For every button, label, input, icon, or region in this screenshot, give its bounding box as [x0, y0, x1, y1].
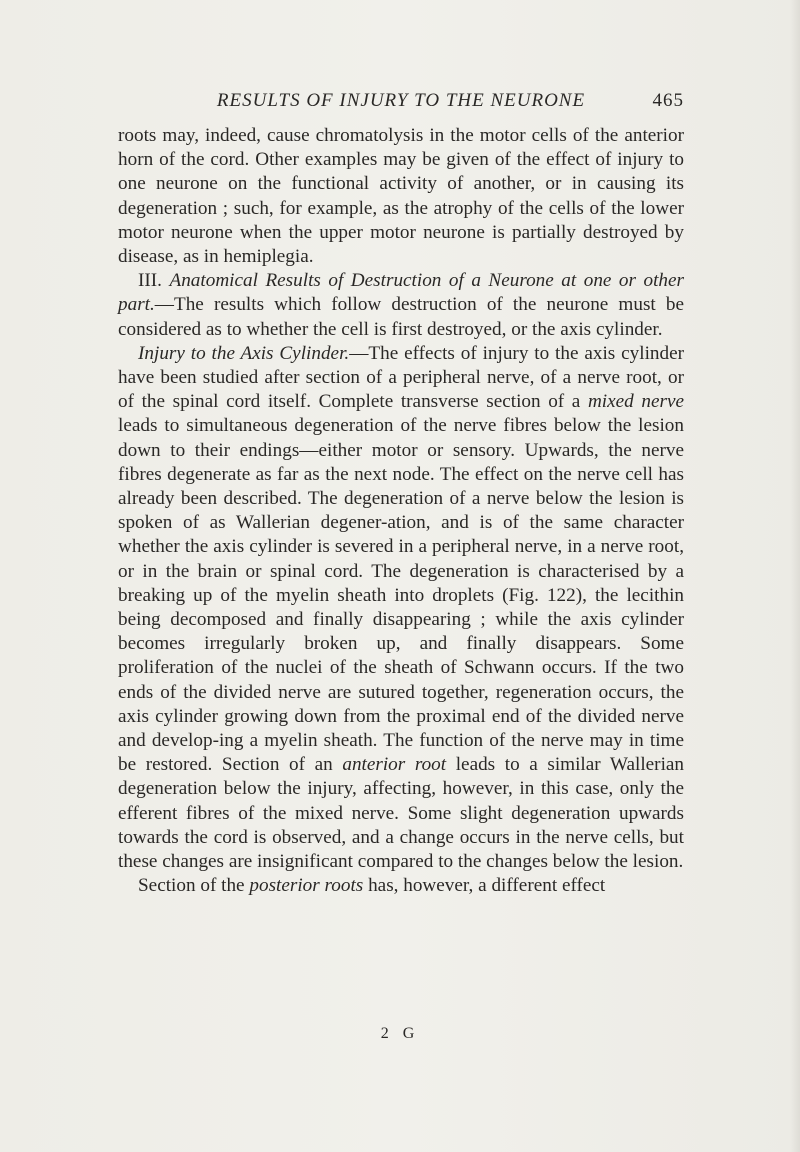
paragraph-3 [118, 342, 684, 874]
page-number: 465 [652, 90, 684, 111]
paragraph-3-text-c: leads to a similar Wallerian degeneration below the injury, affecting, however, in this case, only the efferent fibres of the mixed nerve. Some slight degeneration upwards towards the cord is observed, and a change occurs in the nerve cells, but these changes are insignificant compared to the changes below the lesion. [118, 754, 685, 873]
paragraph-4 [118, 874, 684, 898]
paragraph-2-text: —The results which follow destruction of the neurone must be considered as to whether the cell is first destroyed, or the axis cylinder. [118, 294, 684, 340]
paragraph-4-text-a: Section of the [138, 875, 245, 897]
running-title: RESULTS OF INJURY TO THE NEURONE [216, 90, 586, 111]
paragraph-2 [118, 269, 684, 342]
section-numeral: III. [138, 270, 162, 292]
section-heading-axis-cylinder: Injury to the Axis Cylinder. [138, 342, 350, 364]
body-text [118, 124, 684, 899]
paragraph-4-text-b: has, however, a different effect [368, 875, 606, 897]
emphasis-anterior-root: anterior root [342, 754, 447, 776]
paragraph-3-text-b: leads to simultaneous degeneration of the nerve fibres below the lesion down to their endings—either motor or sensory. Upwards, the nerve fibres degenerate as far as the next node. The effect on the nerve cell has already been described. The degeneration of a nerve below the lesion is spoken of as Wallerian degener-ation, and is of the same character whether the axis cylinder is severed in a peripheral nerve, in a nerve root, or in the brain or spinal cord. The degeneration is characterised by a breaking up of the myelin sheath into droplets (Fig. 122), the lecithin being decomposed and finally disappearing ; while the axis cylinder becomes irregularly broken up, and finally disappears. Some proliferation of the nuclei of the sheath of Schwann occurs. If the two ends of the divided nerve are sutured together, regeneration occurs, the axis cylinder growing down from the proximal end of the divided nerve and develop-ing a myelin sheath. The function of the nerve may in time be restored. Section of an [118, 415, 684, 776]
paragraph-1: roots may, indeed, cause chromatolysis in the motor cells of the anterior horn of the cord. Other examples may be given of the effect of injury to one neurone on the functional activity of another, or in causing its degeneration ; such, for example, as the atrophy of the cells of the lower motor neurone when the upper motor neurone is partially destroyed by disease, as in hemiplegia. [118, 125, 684, 268]
emphasis-posterior-roots: posterior roots [249, 875, 364, 897]
paragraph-3-text-a: —The effects of injury to the axis cylinder have been studied after section of a peripheral nerve, of a nerve root, or of the spinal cord itself. Complete transverse section of a [118, 342, 684, 413]
section-heading-anatomical-results: Anatomical Results of Destruction of a Neurone at one or other part. [118, 270, 684, 316]
running-head [118, 90, 684, 120]
emphasis-mixed-nerve: mixed nerve [587, 391, 684, 413]
page-edge-shadow [790, 0, 800, 1152]
signature-mark: 2 G [380, 1025, 420, 1042]
